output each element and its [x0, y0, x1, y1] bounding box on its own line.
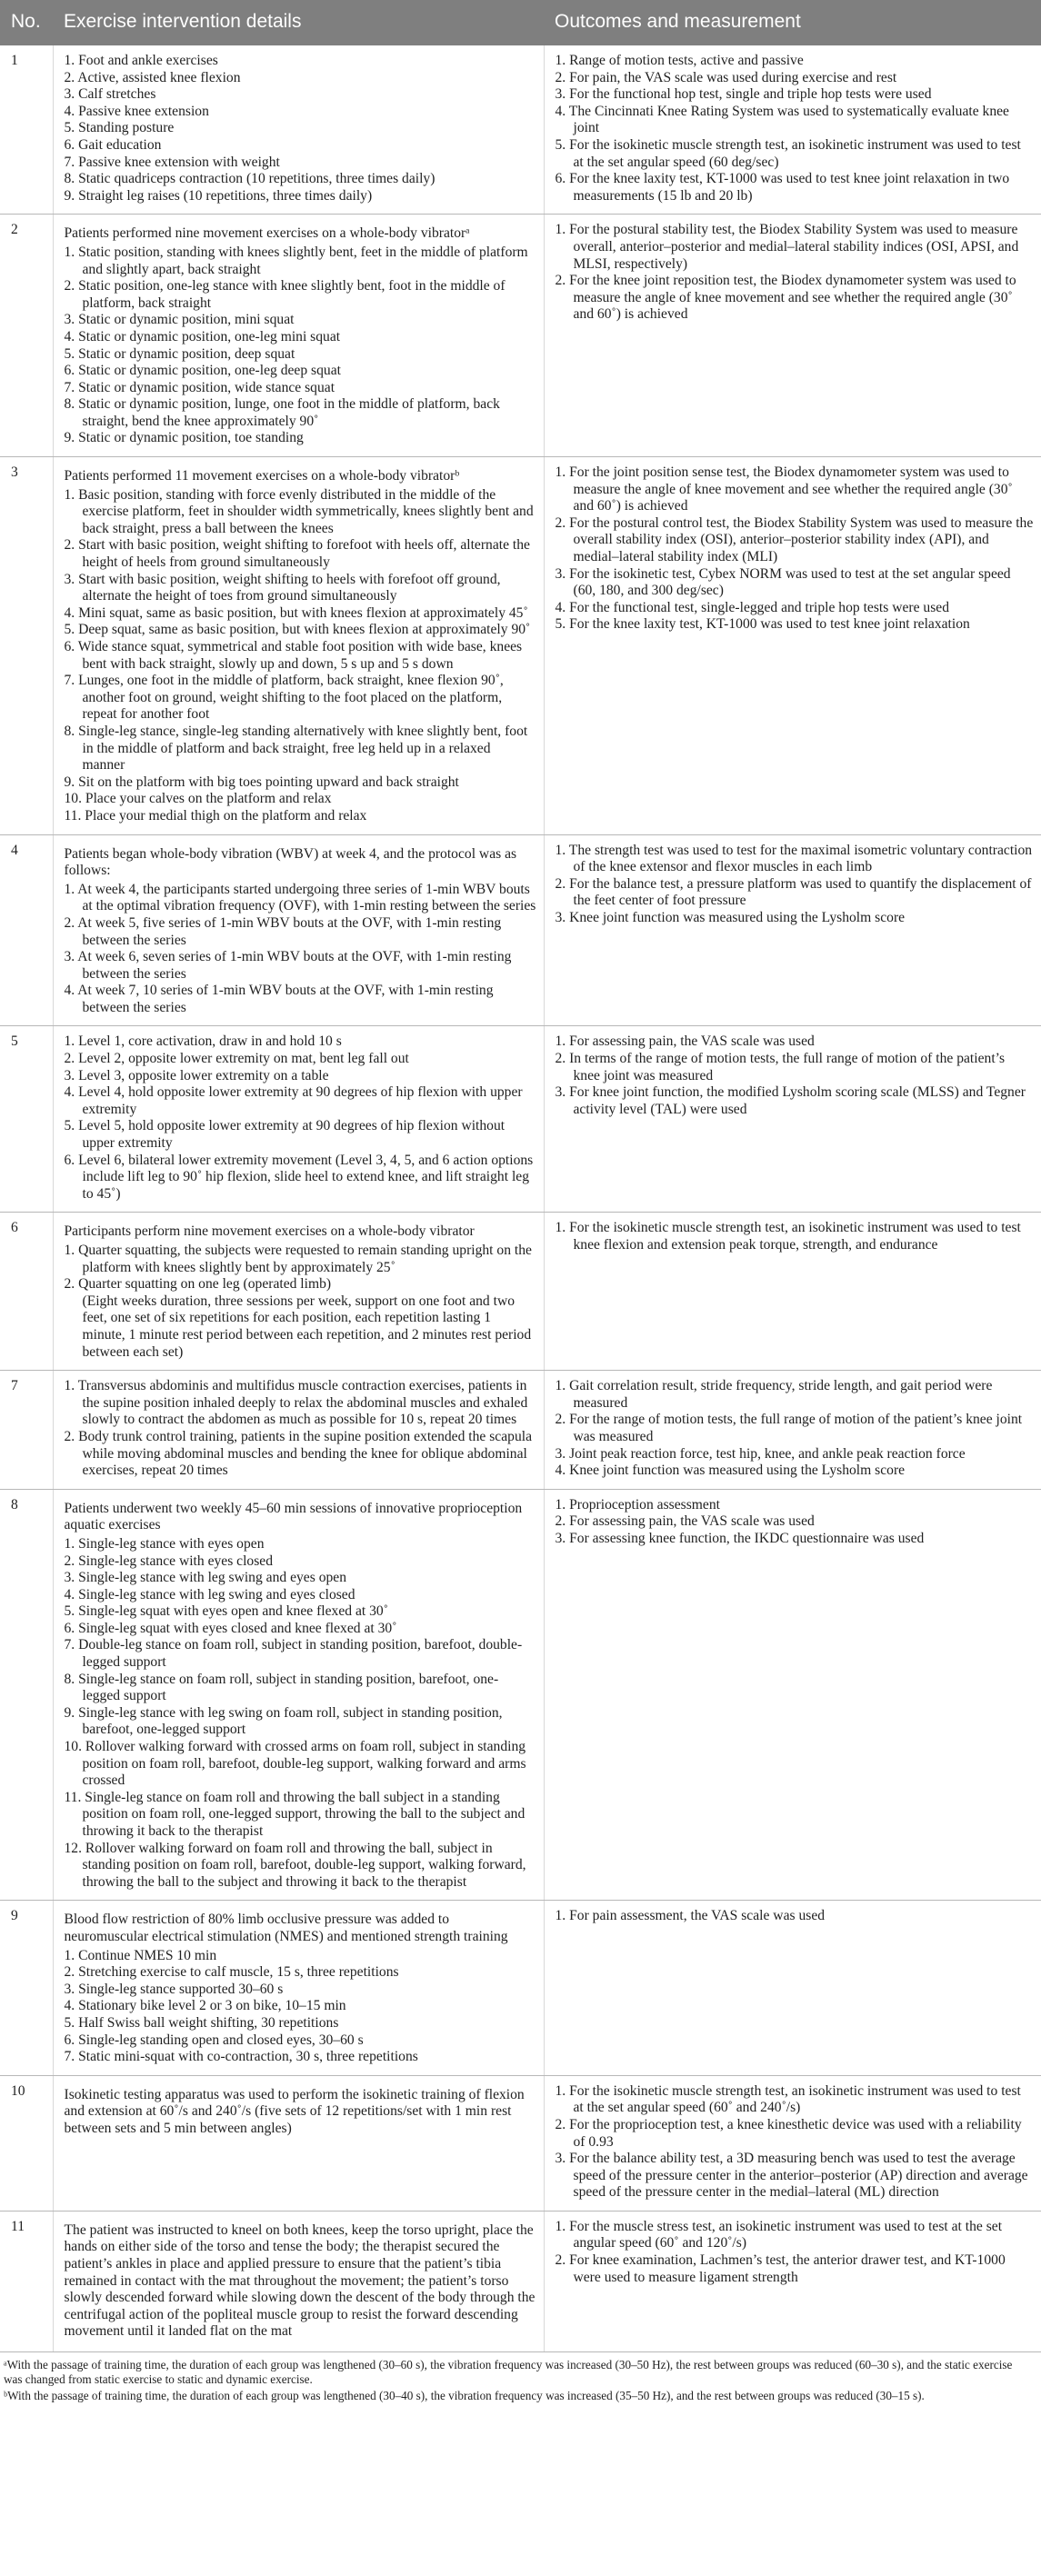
table-row: [0, 1213, 1041, 1371]
outcome-item: 1. For pain assessment, the VAS scale was used: [555, 1908, 826, 1924]
exercise-item: 5. Level 5, hold opposite lower extremity at 90 degrees of hip flexion without upper extremity: [64, 1118, 505, 1152]
exercise-intro: Patients began whole-body vibration (WBV) at week 4, and the protocol was as follows:: [64, 845, 517, 879]
table-row: [0, 457, 1041, 834]
footnote: ᵇWith the passage of training time, the duration of each group was lengthened (30–40 s), the vibration frequency was increased (35–50 Hz), and the rest between groups was reduced (30–15 s).: [4, 2389, 925, 2403]
exercise-item: 1. At week 4, the participants started undergoing three series of 1-min WBV bouts at the optimal vibration frequency (OVF), with 1-min resting between the series: [64, 881, 536, 914]
table-row: [0, 2075, 1041, 2211]
exercise-list: [65, 1378, 536, 1480]
outcomes-list: [556, 1033, 1035, 1118]
row-number: 2: [0, 215, 53, 457]
exercise-item: 6. Gait education: [64, 136, 162, 153]
exercise-intro: Participants perform nine movement exercises on a whole-body vibrator: [64, 1223, 475, 1240]
exercise-item: 9. Sit on the platform with big toes pointing upward and back straight: [64, 774, 459, 790]
outcome-item: 3. Joint peak reaction force, test hip, knee, and ankle peak reaction force: [555, 1445, 966, 1462]
exercise-list: [65, 487, 536, 825]
exercise-item: 1. Continue NMES 10 min: [64, 1947, 217, 1963]
table-body: [0, 45, 1041, 2352]
exercise-item: 5. Deep squat, same as basic position, but with knees flexion at approximately 90˚: [64, 622, 531, 638]
exercise-item: 7. Passive knee extension with weight: [64, 154, 280, 170]
outcomes-cell: [544, 457, 1041, 834]
header-outcomes: Outcomes and measurement: [544, 0, 1041, 45]
outcome-item: 2. For the balance test, a pressure platform was used to quantify the displacement of the feet center of foot pressure: [555, 875, 1032, 909]
exercise-item: 3. Static or dynamic position, mini squat: [64, 312, 295, 328]
outcome-item: 5. For the isokinetic muscle strength test, an isokinetic instrument was used to test at the set angular speed (60 deg/sec): [555, 136, 1021, 170]
table-row: [0, 215, 1041, 457]
exercise-item: 4. At week 7, 10 series of 1-min WBV bouts at the OVF, with 1-min resting between the series: [64, 983, 494, 1015]
exercise-item: 1. Single-leg stance with eyes open: [64, 1535, 265, 1552]
row-number: 9: [0, 1901, 53, 2075]
table-row: [0, 1489, 1041, 1901]
row-number: 11: [0, 2211, 53, 2351]
exercise-item: 10. Rollover walking forward with crossed arms on foam roll, subject in standing position on foam roll, barefoot, double-leg support, walking forward and arms crossed: [64, 1739, 526, 1789]
exercise-item: 6. Single-leg standing open and closed eyes, 30–60 s: [64, 2032, 364, 2048]
exercise-details-cell: [53, 1371, 544, 1490]
exercise-item: 7. Static mini-squat with co-contraction, 30 s, three repetitions: [64, 2049, 418, 2065]
table-row: [0, 45, 1041, 215]
outcome-item: 1. For assessing pain, the VAS scale was used: [555, 1033, 815, 1050]
exercise-item: 5. Standing posture: [64, 120, 175, 136]
exercise-item: 2. Body trunk control training, patients in the supine position extended the scapula while moving abdominal muscles and bending the knee for oblique abdominal exercises, repeat 20 times: [64, 1428, 532, 1479]
exercise-item: 8. Single-leg stance on foam roll, subject in standing position, barefoot, one-legged support: [64, 1671, 499, 1704]
exercise-list: [65, 882, 536, 1017]
exercise-item: 3. Level 3, opposite lower extremity on a table: [64, 1067, 329, 1083]
exercise-details-cell: [53, 1026, 544, 1213]
outcome-item: 3. Knee joint function was measured using the Lysholm score: [555, 909, 906, 925]
exercise-details-cell: [53, 457, 544, 834]
exercise-item: 6. Single-leg squat with eyes closed and knee flexed at 30˚: [64, 1620, 397, 1636]
header-no: No.: [0, 0, 53, 45]
outcomes-list: [556, 2083, 1035, 2202]
header-row: [0, 0, 1041, 45]
outcome-item: 2. For assessing pain, the VAS scale was used: [555, 1513, 815, 1530]
outcomes-list: [556, 2219, 1035, 2286]
outcome-item: 4. The Cincinnati Knee Rating System was used to systematically evaluate knee joint: [555, 103, 1009, 136]
outcome-item: 2. For the postural control test, the Biodex Stability System was used to measure the overall stability index (OSI), anterior–posterior stability index (API), and medial–lateral stability index (MLI): [555, 514, 1034, 565]
exercise-item: 3. Start with basic position, weight shifting to heels with forefoot off ground, alternate the height of toes from ground simultaneously: [64, 571, 501, 604]
exercise-item: 2. Start with basic position, weight shifting to forefoot with heels off, alternate the height of heels from ground simultaneously: [64, 537, 530, 571]
exercise-item: 11. Place your medial thigh on the platform and relax: [64, 807, 367, 824]
exercise-intro: Isokinetic testing apparatus was used to perform the isokinetic training of flexion and extension at 60˚/s and 240˚/s (five sets of 12 repetitions/set with 1 min rest between sets and 5 min between angles): [64, 2086, 525, 2136]
outcome-item: 1. Gait correlation result, stride frequency, stride length, and gait period were measured: [555, 1378, 993, 1411]
exercise-item: 9. Single-leg stance with leg swing on foam roll, subject in standing position, barefoot, one-legged support: [64, 1704, 503, 1738]
table-header: [0, 0, 1041, 45]
outcomes-list: [556, 53, 1035, 205]
outcome-item: 1. For the isokinetic muscle strength test, an isokinetic instrument was used to test at the set angular speed (60˚ and 240˚/s): [555, 2082, 1021, 2116]
row-number: 4: [0, 834, 53, 1026]
exercise-item: 8. Static or dynamic position, lunge, one foot in the middle of platform, back straight, bend the knee approximately 90˚: [64, 396, 500, 429]
exercise-intro: The patient was instructed to kneel on both knees, keep the torso upright, place the hands on either side of the torso and tense the body; the therapist secured the patient’s ankles in place and applied pressure to ensure that the patient’s tibia remained in contact with the mat throughout the movement; the patient’s torso slowly descended forward while slowing down the descent of the body through the centrifugal action of the popliteal muscle group to resist the forward descending movement until it landed flat on the mat: [64, 2222, 536, 2340]
exercise-intro: Patients performed nine movement exercises on a whole-body vibratorᵃ: [64, 225, 470, 242]
exercise-item: 1. Static position, standing with knees slightly bent, feet in the middle of platform and slightly apart, back straight: [64, 244, 528, 277]
exercise-item: 1. Foot and ankle exercises: [64, 53, 218, 68]
table-row: [0, 834, 1041, 1026]
exercise-item: 12. Rollover walking forward on foam roll and throwing the ball, subject in standing position on foam roll, barefoot, double-leg support, walking forward, throwing the ball to the subject and throwing it back to the therapist: [64, 1840, 526, 1890]
exercise-item: 10. Place your calves on the platform and relax: [64, 791, 332, 807]
exercise-item: 8. Single-leg stance, single-leg standing alternatively with knee slightly bent, foot in the middle of platform and back straight, free leg held up in a relaxed manner: [64, 723, 528, 774]
outcomes-cell: [544, 834, 1041, 1026]
outcome-item: 1. For the postural stability test, the Biodex Stability System was used to measure overall, anterior–posterior and medial–lateral stability indices (OSI, APSI, and MLSI, respectively): [555, 222, 1019, 272]
exercise-list: [65, 1243, 536, 1293]
exercise-item: 3. At week 6, seven series of 1-min WBV bouts at the OVF, with 1-min resting between the series: [64, 949, 512, 982]
exercise-item: 7. Double-leg stance on foam roll, subject in standing position, barefoot, double-legged support: [64, 1637, 523, 1671]
exercise-item: 1. Transversus abdominis and multifidus muscle contraction exercises, patients in the supine position inhaled deeply to relax the abdominal muscles and exhaled slowly to contract the abdomen as much as possible for 10 s, repeat 20 times: [64, 1378, 528, 1428]
outcomes-cell: [544, 1901, 1041, 2075]
outcomes-list: [556, 1378, 1035, 1480]
exercise-item: 4. Mini squat, same as basic position, but with knees flexion at approximately 45˚: [64, 604, 528, 621]
exercise-item: 2. Quarter squatting on one leg (operated limb): [64, 1276, 332, 1293]
outcomes-cell: [544, 45, 1041, 215]
exercise-item: 8. Static quadriceps contraction (10 repetitions, three times daily): [64, 171, 435, 187]
exercise-list: [65, 1033, 536, 1203]
outcome-item: 2. For knee examination, Lachmen’s test, the anterior drawer test, and KT-1000 were used to measure ligament strength: [555, 2252, 1006, 2285]
exercise-item: 3. Calf stretches: [64, 86, 156, 103]
exercise-item: 2. At week 5, five series of 1-min WBV bouts at the OVF, with 1-min resting between the series: [64, 914, 502, 948]
outcome-item: 6. For the knee laxity test, KT-1000 was used to test knee joint relaxation in two measurements (15 lb and 20 lb): [555, 171, 1010, 204]
exercise-item: 2. Static position, one-leg stance with knee slightly bent, foot in the middle of platform, back straight: [64, 278, 505, 311]
table-row: [0, 1371, 1041, 1490]
exercise-item: 4. Level 4, hold opposite lower extremity at 90 degrees of hip flexion with upper extremity: [64, 1084, 523, 1117]
row-number: 6: [0, 1213, 53, 1371]
row-number: 8: [0, 1489, 53, 1901]
footnote: ᵃWith the passage of training time, the duration of each group was lengthened (30–60 s), the vibration frequency was increased (30–50 Hz), the rest between groups was reduced (60–30 s), and the static exercise was changed from static exercise to static and dynamic exercise.: [4, 2358, 1013, 2387]
table-row: [0, 2211, 1041, 2351]
outcomes-list: [556, 1497, 1035, 1548]
outcomes-list: [556, 464, 1035, 634]
row-number: 1: [0, 45, 53, 215]
exercise-item: 5. Half Swiss ball weight shifting, 30 repetitions: [64, 2014, 339, 2031]
row-number: 10: [0, 2075, 53, 2211]
table-row: [0, 1901, 1041, 2075]
outcome-item: 3. For the isokinetic test, Cybex NORM was used to test at the set angular speed (60, 180, and 300 deg/sec): [555, 565, 1011, 599]
exercise-item: 6. Wide stance squat, symmetrical and stable foot position with wide base, knees bent with back straight, slowly up and down, 5 s up and 5 s down: [64, 639, 523, 672]
exercise-details-cell: [53, 1901, 544, 2075]
outcome-item: 1. For the joint position sense test, the Biodex dynamometer system was used to measure the angle of knee movement and see whether the required angle (30˚ and 60˚) is achieved: [555, 464, 1013, 514]
exercise-details-cell: [53, 1489, 544, 1901]
outcome-item: 2. For the proprioception test, a knee kinesthetic device was used with a reliability of 0.93: [555, 2116, 1022, 2150]
outcome-item: 5. For the knee laxity test, KT-1000 was used to test knee joint relaxation: [555, 616, 970, 633]
exercise-details-cell: [53, 2211, 544, 2351]
outcome-item: 1. For the muscle stress test, an isokinetic instrument was used to test at the set angular speed (60˚ and 120˚/s): [555, 2218, 1003, 2252]
exercise-item: 4. Stationary bike level 2 or 3 on bike, 10–15 min: [64, 1998, 346, 2014]
outcomes-cell: [544, 2075, 1041, 2211]
outcome-item: 1. For the isokinetic muscle strength test, an isokinetic instrument was used to test knee flexion and extension peak torque, strength, and endurance: [555, 1220, 1021, 1253]
outcomes-cell: [544, 1371, 1041, 1490]
exercise-intro: Patients underwent two weekly 45–60 min sessions of innovative proprioception aquatic exercises: [64, 1500, 523, 1533]
exercise-details-cell: [53, 215, 544, 457]
exercise-item: 1. Basic position, standing with force evenly distributed in the middle of the exercise platform, feet in shoulder width symmetrically, knees slightly bent and back straight, press a ball between the knees: [64, 486, 534, 536]
header-exercise: Exercise intervention details: [53, 0, 544, 45]
outcome-item: 1. Proprioception assessment: [555, 1496, 720, 1513]
outcome-item: 3. For assessing knee function, the IKDC questionnaire was used: [555, 1530, 925, 1546]
exercise-details-cell: [53, 834, 544, 1026]
outcome-item: 3. For the functional hop test, single and triple hop tests were used: [555, 86, 932, 103]
outcomes-cell: [544, 1026, 1041, 1213]
exercise-item: 11. Single-leg stance on foam roll and throwing the ball subject in a standing position on foam roll, one-legged support, throwing the ball to the subject and throwing it back to the therapist: [64, 1789, 526, 1839]
outcomes-cell: [544, 2211, 1041, 2351]
outcome-item: 3. For the balance ability test, a 3D measuring bench was used to test the average speed of the pressure center in the anterior–posterior (AP) direction and average speed of the pressure center in the medial–lateral (ML) direction: [555, 2151, 1028, 2201]
exercise-item: 6. Static or dynamic position, one-leg deep squat: [64, 363, 341, 379]
outcome-item: 2. For pain, the VAS scale was used during exercise and rest: [555, 69, 897, 85]
exercise-item: 4. Single-leg stance with leg swing and eyes closed: [64, 1586, 355, 1603]
outcome-item: 2. In terms of the range of motion tests, the full range of motion of the patient’s knee joint was measured: [555, 1051, 1006, 1083]
outcome-item: 2. For the range of motion tests, the full range of motion of the patient’s knee joint was measured: [555, 1412, 1023, 1444]
outcome-item: 4. For the functional test, single-legged and triple hop tests were used: [555, 599, 949, 615]
outcomes-cell: [544, 215, 1041, 457]
exercise-item: 2. Stretching exercise to calf muscle, 15 s, three repetitions: [64, 1964, 399, 1981]
exercise-list: [65, 1536, 536, 1891]
outcome-item: 1. The strength test was used to test for the maximal isometric voluntary contraction of the knee extensor and flexor muscles in each limb: [555, 842, 1033, 875]
exercise-item: 3. Single-leg stance with leg swing and eyes open: [64, 1570, 347, 1586]
exercise-item: 2. Level 2, opposite lower extremity on mat, bent leg fall out: [64, 1051, 409, 1067]
exercise-item: 2. Single-leg stance with eyes closed: [64, 1553, 274, 1569]
exercise-list: [65, 1948, 536, 2066]
exercise-item: 7. Lunges, one foot in the middle of platform, back straight, knee flexion 90˚, another foot on ground, weight shifting to the foot placed on the platform, repeat for another foot: [64, 673, 504, 723]
outcome-item: 2. For the knee joint reposition test, the Biodex dynamometer system was used to measure the angle of knee movement and see whether the required angle (30˚ and 60˚) is achieved: [555, 273, 1016, 323]
row-number: 7: [0, 1371, 53, 1490]
exercise-details-cell: [53, 1213, 544, 1371]
exercise-details-cell: [53, 45, 544, 215]
outcome-item: 1. Range of motion tests, active and passive: [555, 53, 804, 68]
row-number: 5: [0, 1026, 53, 1213]
outcomes-cell: [544, 1489, 1041, 1901]
table-row: [0, 1026, 1041, 1213]
exercise-item: 5. Static or dynamic position, deep squat: [64, 345, 295, 362]
exercise-item: 3. Single-leg stance supported 30–60 s: [64, 1981, 284, 1997]
exercise-list: [65, 245, 536, 447]
exercise-item: 4. Static or dynamic position, one-leg mini squat: [64, 328, 341, 344]
exercise-details-cell: [53, 2075, 544, 2211]
exercise-note: (Eight weeks duration, three sessions per week, support on one foot and two feet, one set of six repetitions for each position, each repetition lasting 1 minute, 1 minute rest period between each repetition, and 2 minutes rest period between each set): [82, 1293, 532, 1360]
exercise-item: 6. Level 6, bilateral lower extremity movement (Level 3, 4, 5, and 6 action options include lift leg to 90˚ hip flexion, slide heel to extend knee, and lift straight leg to 45˚): [64, 1152, 534, 1202]
exercise-item: 7. Static or dynamic position, wide stance squat: [64, 379, 335, 395]
table-footnotes: [0, 2352, 1041, 2403]
exercise-item: 5. Single-leg squat with eyes open and knee flexed at 30˚: [64, 1603, 388, 1620]
exercise-item: 4. Passive knee extension: [64, 103, 209, 119]
outcomes-list: [556, 222, 1035, 324]
exercise-list: [65, 53, 536, 205]
row-number: 3: [0, 457, 53, 834]
exercise-item: 1. Quarter squatting, the subjects were requested to remain standing upright on the platform with knees slightly bent by approximately 25˚: [64, 1243, 532, 1275]
outcomes-cell: [544, 1213, 1041, 1371]
outcomes-list: [556, 843, 1035, 927]
exercise-item: 2. Active, assisted knee flexion: [64, 69, 241, 85]
outcomes-list: [556, 1220, 1035, 1253]
outcomes-list: [556, 1908, 1035, 1925]
exercise-item: 1. Level 1, core activation, draw in and hold 10 s: [64, 1033, 342, 1050]
outcome-item: 3. For knee joint function, the modified Lysholm scoring scale (MLSS) and Tegner activity level (TAL) were used: [555, 1084, 1026, 1117]
exercise-intro: Patients performed 11 movement exercises on a whole-body vibratorᵇ: [64, 468, 460, 484]
exercise-item: 9. Straight leg raises (10 repetitions, three times daily): [64, 187, 373, 204]
exercise-intro: Blood flow restriction of 80% limb occlusive pressure was added to neuromuscular electrical stimulation (NMES) and mentioned strength training: [64, 1912, 508, 1944]
outcome-item: 4. Knee joint function was measured using the Lysholm score: [555, 1463, 906, 1479]
exercise-item: 9. Static or dynamic position, toe standing: [64, 430, 304, 446]
